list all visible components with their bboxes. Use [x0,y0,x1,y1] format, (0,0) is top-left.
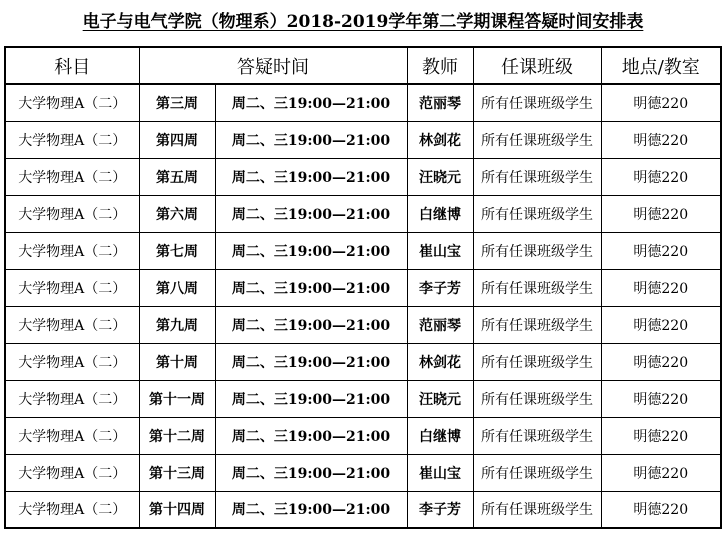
cell-subject: 大学物理A（二） [5,306,139,343]
cell-teacher: 李子芳 [407,269,473,306]
cell-teacher: 范丽琴 [407,84,473,121]
cell-teacher: 林剑花 [407,121,473,158]
cell-location: 明德220 [601,343,721,380]
cell-teacher: 李子芳 [407,491,473,528]
cell-location: 明德220 [601,232,721,269]
cell-classes: 所有任课班级学生 [473,491,601,528]
cell-time: 周二、三19:00—21:00 [215,269,407,306]
cell-time: 周二、三19:00—21:00 [215,195,407,232]
cell-subject: 大学物理A（二） [5,491,139,528]
cell-subject: 大学物理A（二） [5,121,139,158]
cell-time: 周二、三19:00—21:00 [215,380,407,417]
cell-week: 第三周 [139,84,215,121]
header-location: 地点/教室 [601,47,721,84]
cell-week: 第五周 [139,158,215,195]
cell-time: 周二、三19:00—21:00 [215,158,407,195]
cell-subject: 大学物理A（二） [5,380,139,417]
table-row [5,195,721,232]
cell-location: 明德220 [601,306,721,343]
cell-subject: 大学物理A（二） [5,84,139,121]
table-row [5,121,721,158]
cell-location: 明德220 [601,417,721,454]
cell-location: 明德220 [601,380,721,417]
cell-time: 周二、三19:00—21:00 [215,343,407,380]
cell-teacher: 白继博 [407,417,473,454]
table-row [5,269,721,306]
schedule-body [5,84,721,528]
cell-teacher: 范丽琴 [407,306,473,343]
cell-week: 第十三周 [139,454,215,491]
cell-subject: 大学物理A（二） [5,417,139,454]
cell-teacher: 白继博 [407,195,473,232]
cell-teacher: 崔山宝 [407,232,473,269]
cell-classes: 所有任课班级学生 [473,121,601,158]
cell-week: 第四周 [139,121,215,158]
table-row [5,343,721,380]
cell-classes: 所有任课班级学生 [473,380,601,417]
cell-location: 明德220 [601,158,721,195]
header-teacher: 教师 [407,47,473,84]
table-row [5,158,721,195]
cell-location: 明德220 [601,491,721,528]
cell-location: 明德220 [601,454,721,491]
cell-location: 明德220 [601,121,721,158]
cell-time: 周二、三19:00—21:00 [215,417,407,454]
cell-subject: 大学物理A（二） [5,195,139,232]
cell-classes: 所有任课班级学生 [473,232,601,269]
table-row [5,306,721,343]
table-row [5,491,721,528]
cell-subject: 大学物理A（二） [5,454,139,491]
cell-classes: 所有任课班级学生 [473,84,601,121]
cell-classes: 所有任课班级学生 [473,417,601,454]
cell-classes: 所有任课班级学生 [473,454,601,491]
cell-subject: 大学物理A（二） [5,232,139,269]
header-row [5,47,721,84]
cell-teacher: 汪晓元 [407,380,473,417]
cell-subject: 大学物理A（二） [5,343,139,380]
header-time: 答疑时间 [139,47,407,84]
cell-location: 明德220 [601,269,721,306]
cell-location: 明德220 [601,84,721,121]
cell-classes: 所有任课班级学生 [473,269,601,306]
cell-subject: 大学物理A（二） [5,158,139,195]
table-row [5,232,721,269]
page-title-text: 电子与电气学院（物理系）2018-2019学年第二学期课程答疑时间安排表 [82,12,644,32]
cell-classes: 所有任课班级学生 [473,158,601,195]
table-row [5,454,721,491]
header-subject: 科目 [5,47,139,84]
cell-teacher: 汪晓元 [407,158,473,195]
cell-time: 周二、三19:00—21:00 [215,84,407,121]
page-title [0,9,726,35]
cell-subject: 大学物理A（二） [5,269,139,306]
cell-time: 周二、三19:00—21:00 [215,121,407,158]
cell-week: 第十四周 [139,491,215,528]
cell-time: 周二、三19:00—21:00 [215,454,407,491]
cell-teacher: 崔山宝 [407,454,473,491]
cell-week: 第八周 [139,269,215,306]
cell-teacher: 林剑花 [407,343,473,380]
cell-time: 周二、三19:00—21:00 [215,491,407,528]
cell-classes: 所有任课班级学生 [473,195,601,232]
table-row [5,380,721,417]
cell-week: 第六周 [139,195,215,232]
cell-time: 周二、三19:00—21:00 [215,306,407,343]
cell-classes: 所有任课班级学生 [473,343,601,380]
cell-week: 第九周 [139,306,215,343]
cell-week: 第七周 [139,232,215,269]
table-row [5,84,721,121]
cell-week: 第十二周 [139,417,215,454]
cell-location: 明德220 [601,195,721,232]
cell-time: 周二、三19:00—21:00 [215,232,407,269]
cell-week: 第十周 [139,343,215,380]
table-row [5,417,721,454]
cell-classes: 所有任课班级学生 [473,306,601,343]
cell-week: 第十一周 [139,380,215,417]
header-classes: 任课班级 [473,47,601,84]
schedule-table [4,46,722,529]
